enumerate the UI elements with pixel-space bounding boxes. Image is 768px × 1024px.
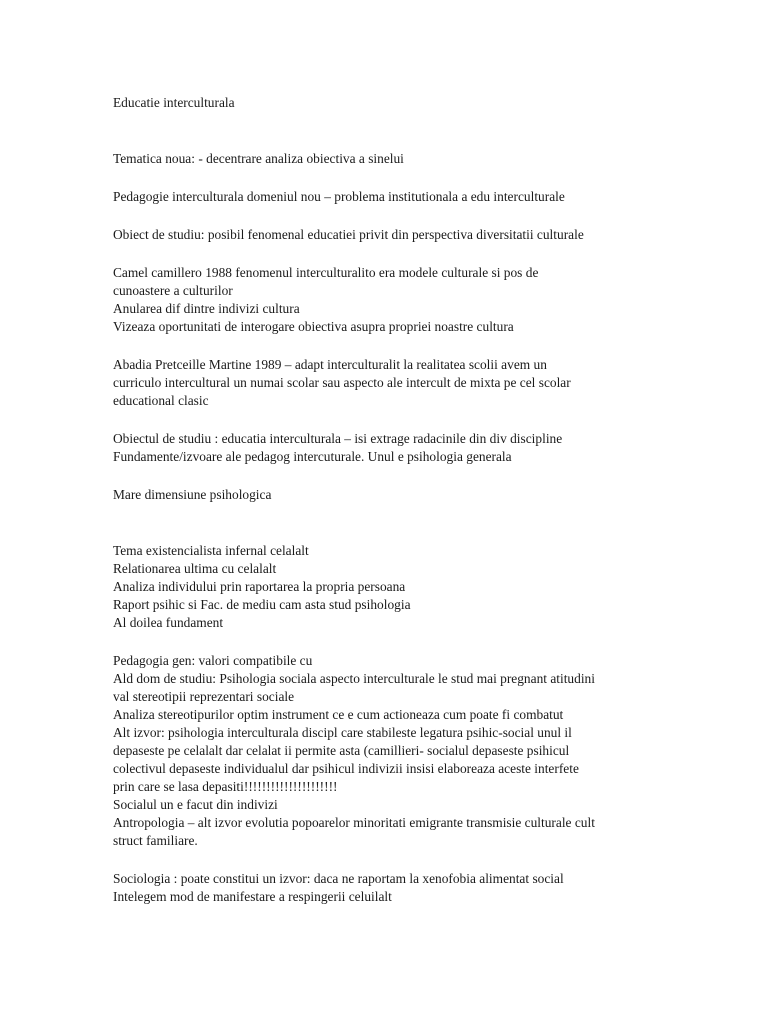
text-line: prin care se lasa depasiti!!!!!!!!!!!!!!!!!!!!!	[113, 779, 338, 794]
paragraph-obiect	[113, 226, 713, 244]
text-line: Tematica noua: - decentrare analiza obiectiva a sinelui	[113, 151, 404, 166]
paragraph-obiectul	[113, 430, 713, 466]
text-line: Analiza stereotipurilor optim instrument ce e cum actioneaza cum poate fi combatut	[113, 707, 564, 722]
text-line: Relationarea ultima cu celalalt	[113, 561, 277, 576]
text-line: Socialul un e facut din indivizi	[113, 797, 278, 812]
document-title	[113, 94, 713, 112]
paragraph-tematica	[113, 150, 713, 168]
paragraph-camillero	[113, 264, 713, 336]
text-line: Analiza individului prin raportarea la propria persoana	[113, 579, 406, 594]
text-line: educational clasic	[113, 393, 209, 408]
text-line: Vizeaza oportunitati de interogare obiectiva asupra propriei noastre cultura	[113, 319, 514, 334]
text-line: Abadia Pretceille Martine 1989 – adapt interculturalit la realitatea scolii avem un	[113, 357, 547, 372]
text-line: Fundamente/izvoare ale pedagog intercuturale. Unul e psihologia generala	[113, 449, 512, 464]
text-line: Alt izvor: psihologia interculturala discipl care stabileste legatura psihic-social unul il	[113, 725, 572, 740]
text-line: Sociologia : poate constitui un izvor: daca ne raportam la xenofobia alimentat social	[113, 871, 564, 886]
paragraph-sociologia	[113, 870, 713, 906]
paragraph-tema	[113, 542, 713, 632]
text-line: depaseste pe celalalt dar celalat ii permite asta (camillieri- socialul depaseste psihicul	[113, 743, 570, 758]
text-line: curriculo intercultural un numai scolar sau aspecto ale intercult de mixta pe cel scolar	[113, 375, 571, 390]
text-line: struct familiare.	[113, 833, 198, 848]
text-line: Obiectul de studiu : educatia interculturala – isi extrage radacinile din div discipline	[113, 431, 563, 446]
paragraph-dimensiune	[113, 486, 713, 504]
text-line: val stereotipii reprezentari sociale	[113, 689, 295, 704]
text-line: Pedagogie interculturala domeniul nou – problema institutionala a edu interculturale	[113, 189, 565, 204]
document-body	[113, 94, 713, 926]
text-line: Mare dimensiune psihologica	[113, 487, 272, 502]
text-line: Camel camillero 1988 fenomenul interculturalito era modele culturale si pos de	[113, 265, 539, 280]
text-line: Educatie interculturala	[113, 95, 235, 110]
paragraph-abadia	[113, 356, 713, 410]
text-line: Tema existencialista infernal celalalt	[113, 543, 309, 558]
text-line: cunoastere a culturilor	[113, 283, 233, 298]
paragraph-pedagogie	[113, 188, 713, 206]
paragraph-pedagogia-gen	[113, 652, 713, 850]
text-line: Intelegem mod de manifestare a respingerii celuilalt	[113, 889, 392, 904]
text-line: Obiect de studiu: posibil fenomenal educatiei privit din perspectiva diversitatii culturale	[113, 227, 584, 242]
text-line: colectivul depaseste individualul dar psihicul indivizii insisi elaboreaza aceste interfete	[113, 761, 579, 776]
text-line: Antropologia – alt izvor evolutia popoarelor minoritati emigrante transmisie culturale cult	[113, 815, 595, 830]
text-line: Al doilea fundament	[113, 615, 224, 630]
text-line: Raport psihic si Fac. de mediu cam asta stud psihologia	[113, 597, 411, 612]
text-line: Pedagogia gen: valori compatibile cu	[113, 653, 313, 668]
text-line: Ald dom de studiu: Psihologia sociala aspecto interculturale le stud mai pregnant atitudini	[113, 671, 595, 686]
text-line: Anularea dif dintre indivizi cultura	[113, 301, 300, 316]
